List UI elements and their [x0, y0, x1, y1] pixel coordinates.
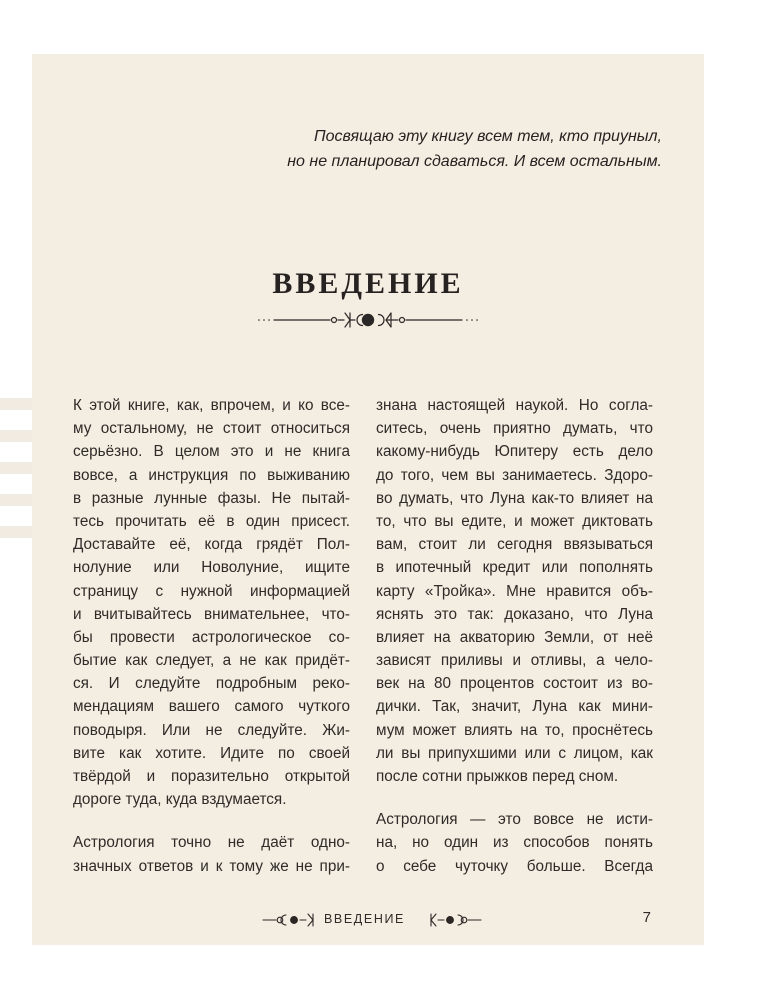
text-line: бы провести астрологическое со-: [73, 628, 350, 646]
page-edge-tab: [0, 494, 32, 506]
text-line: яснять это так: доказано, что Луна: [376, 605, 653, 623]
text-line: на, но один из способов понять: [376, 834, 653, 852]
text-line: вам, стоит ли сегодня ввязываться: [376, 536, 653, 554]
text-line: значных ответов и к тому же не при-: [73, 857, 350, 875]
paragraph: [73, 394, 350, 811]
text-line: твёрдой и поразительно открытой: [73, 768, 350, 785]
footer-left-ornament-icon: [262, 909, 318, 931]
page-edge-tab: [0, 398, 32, 410]
paragraph: [376, 394, 653, 788]
running-footer: [262, 909, 482, 935]
text-line: страницу с нужной информацией: [73, 582, 350, 600]
chapter-heading: ВВЕДЕНИЕ: [272, 267, 464, 300]
text-line: вовсе, а инструкция по выживанию: [73, 466, 350, 484]
text-line: серьёзно. В целом это и не книга: [73, 443, 350, 461]
text-line: Доставайте её, когда грядёт Пол-: [73, 536, 350, 554]
text-line: К этой книге, как, впрочем, и ко все-: [73, 397, 350, 414]
dedication-line: но не планировал сдаваться. И всем остальным.: [287, 153, 662, 170]
text-line: вите как хотите. Идите по своей: [73, 744, 350, 762]
text-line: мум может влиять на то, проснётесь: [376, 721, 653, 739]
text-line: бытие как следует, а не как придёт-: [73, 652, 350, 670]
book-page: [32, 54, 704, 945]
text-line: нолуние или Новолуние, ищите: [73, 559, 350, 577]
text-line: то, что вы едите, и может диктовать: [376, 512, 653, 530]
text-line: му остальному, не стоит относиться: [73, 420, 350, 438]
footer-section-label: ВВЕДЕНИЕ: [324, 912, 405, 926]
text-line: какому-нибудь Юпитеру есть дело: [376, 443, 653, 461]
text-line: Астрология точно не даёт одно-: [73, 834, 350, 852]
text-line: дороге туда, куда вздумается.: [73, 791, 287, 809]
page-edge-tab: [0, 462, 32, 474]
text-line: Астрология — это вовсе не исти-: [376, 811, 653, 829]
text-line: и вчитывайтесь внимательнее, что-: [73, 605, 350, 623]
text-line: зависят приливы и отливы, а чело-: [376, 652, 653, 670]
text-line: тесь прочитать её в один присест.: [73, 512, 350, 530]
text-line: ли вы припухшими или с лицом, как: [376, 744, 653, 762]
text-line: во думать, что Луна как-то влияет на: [376, 489, 653, 507]
text-line: знана настоящей наукой. Но согла-: [376, 397, 653, 414]
text-column-left: [73, 394, 350, 878]
page-edge-tab: [0, 526, 32, 538]
text-column-right: [376, 394, 653, 878]
text-line: поводыря. Или не следуйте. Жи-: [73, 721, 350, 739]
text-line: ситесь, очень приятно думать, что: [376, 420, 653, 438]
page-edge-tab: [0, 430, 32, 442]
text-line: век на 80 процентов состоит из во-: [376, 675, 653, 693]
text-line: карту «Тройка». Мне нравится объ-: [376, 582, 653, 600]
text-line: до того, чем вы занимаетесь. Здоро-: [376, 466, 653, 484]
page-number: 7: [642, 909, 651, 926]
dedication: [102, 124, 662, 174]
paragraph: [73, 831, 350, 877]
text-line: дички. Так, значит, Луна как мини-: [376, 698, 653, 716]
text-line: после сотни прыжков перед сном.: [376, 768, 619, 785]
dedication-line: Посвящаю эту книгу всем тем, кто приуныл,: [313, 128, 662, 145]
text-line: ся. И следуйте подробным реко-: [73, 675, 350, 693]
text-line: влияет на акваторию Земли, от неё: [376, 628, 653, 646]
text-line: в разные лунные фазы. Не пытай-: [73, 489, 350, 507]
moon-phase-ornament-icon: [256, 309, 480, 331]
text-line: о себе чуточку больше. Всегда: [376, 857, 653, 875]
text-line: в ипотечный кредит или пополнять: [376, 559, 653, 577]
footer-right-ornament-icon: [426, 909, 482, 931]
text-line: мендациям вашего самого чуткого: [73, 698, 350, 716]
paragraph: [376, 808, 653, 878]
